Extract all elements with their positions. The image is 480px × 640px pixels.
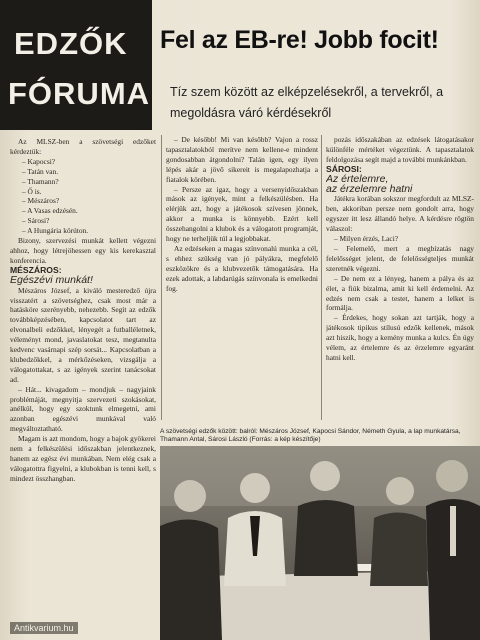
paragraph: – De nem ez a lényeg, hanem a pálya és az élet, a fiúk bizalma, amit ki kell érdemelni. Az edzés nem csak a testet, hanem a lelket is formálja. — [326, 273, 474, 313]
list-item: – Ő is. — [22, 186, 42, 196]
paragraph: – Milyen érzés, Laci? — [334, 234, 399, 244]
masthead — [0, 0, 152, 130]
paragraph: – Persze az igaz, hogy a versenyidőszakban mások az igények, mint a felkészülésben. Ha elérjük azt, hogy a játékosok szívesen jönnek, akkor a munka is könnyebb. Ezért kell összehangolni a klubok és a válogatott programját, hogy ne terheljük túl a legjobbakat. — [166, 184, 318, 244]
headline: Fel az EB-re! Jobb focit! — [160, 26, 439, 54]
paragraph: Az edzéseken a magas színvonalú munka a cél, s ehhez szükség van jó pályákra, megfelelő eszközökre és a klubvezetők támogatására. Ha ezek adottak, a labdarúgás színvonala is emelkedni fog. — [166, 243, 318, 293]
paragraph: pozás időszakában az edzések látogatásakor különféle mértéket végeztünk. A tapasztalatok feldolgozása segít majd a további munkánkban. — [326, 135, 474, 164]
speaker-headline: Egészévi munkát! — [10, 273, 93, 286]
paragraph: – Hát... kivagadom – mondjuk – nagyjaink problémáját, megnyitja szervezeti szokásokat, anélkül, hogy egy szoktunk elmegetni, ami azonban egészévi munkával való megváltoztatható. — [10, 384, 156, 434]
group-photo — [160, 446, 480, 640]
list-item: – Sárosi? — [22, 216, 50, 226]
speaker-name: MÉSZÁROS: — [10, 264, 62, 275]
paragraph: – De később! Mi van később? Vajon a rossz tapasztalatokból merítve nem kellene-e mindent gondosabban átgondolni? Talán igen, egy ilyen lépés akár a jövő sikereit is megalapozhatja a fiatalok körében. — [166, 135, 318, 184]
paragraph: – Érdekes, hogy sokan azt tartják, hogy a játékosok tipikus stílusú edzők kellenek, mások azt hiszik, hogy a kemény munka a kulcs. Én úgy vélem, az értelemre és az érzelemre egyaránt hatni kell. — [326, 313, 474, 362]
paragraph: Magam is azt mondom, hogy a bajok gyökerei nem a felkészülési időszakban jelentkeznek, hanem az egész évi munkában. Nem elég csak a válogatottra figyelni, a klubokban is tenni kell, s mindezt összhangban. — [10, 434, 156, 483]
list-item: – Tatán van. — [22, 166, 59, 176]
masthead-line-2: FÓRUMA — [8, 76, 151, 111]
watermark: Antikvarium.hu — [10, 622, 78, 634]
list-item: – A Vasas edzésén. — [22, 206, 78, 216]
article-column-1 — [10, 137, 156, 632]
photo-caption: A szövetségi edzők között: balról: Mészáros József, Kapocsi Sándor, Németh Gyula, a lap munkatársa, Thamann Antal, Sárosi László (Forrás: a kép készítője) — [160, 428, 461, 444]
paragraph: – Felemelő, mert a megbízatás nagy felelősséget jelent, de felelősségteljes munkát szeretnék végezni. — [326, 243, 474, 273]
list-item: – Mészáros? — [22, 196, 60, 206]
intro-text: Az MLSZ-ben a szövetségi edzőket kérdeztük: — [10, 137, 156, 156]
speaker-headline: Az értelemre, — [326, 172, 389, 185]
group-photo-icon — [160, 446, 480, 640]
list-item: – Kapocsi? — [22, 156, 56, 166]
list-item: – Thamann? — [22, 176, 59, 186]
article-column-2 — [166, 135, 318, 420]
speaker-headline: az érzelemre hatni — [326, 182, 413, 195]
paragraph: Bizony, szervezési munkát kellett végezni ahhoz, hogy létrejöhessen egy kis kerekasztal konferencia. — [10, 236, 156, 265]
paragraph: Játékra korában sokszor megfordult az MLSZ-ben, akkoriban persze nem gondolt arra, hogy egyszer itt lesz állandó helye. A kérdésre rögtön válaszol: — [326, 194, 474, 234]
list-item: – A Hungária körúton. — [22, 226, 89, 236]
paragraph: Mészáros József, a kiváló mesteredző újra visszatért a szövetséghez, csak most már a hatásköre szerényebb, nehezebb. Segít az edzők továbbképzésében, kapcsolatot tart az elvonalbeli edzőkkel, lényegét a futballéletnek, véleményt mond, javaslatokat tesz, megtanulta kedvenc vasárnapi szép sorsát... Kapcsolatban a klubedzőkkel, a mérkőzéseken, vizsgálja a válogatottakat, s az igények szerint tanácsokat ad. — [10, 285, 156, 384]
column-rule — [161, 135, 162, 420]
column-rule — [321, 135, 322, 420]
masthead-line-1: EDZŐK — [14, 26, 128, 61]
speaker-name: SÁROSI: — [326, 163, 362, 174]
subtitle: Tíz szem között az elképzelésekről, a tervekről, a megoldásra váró kérdésekről — [170, 85, 444, 120]
article-column-3 — [326, 135, 474, 420]
